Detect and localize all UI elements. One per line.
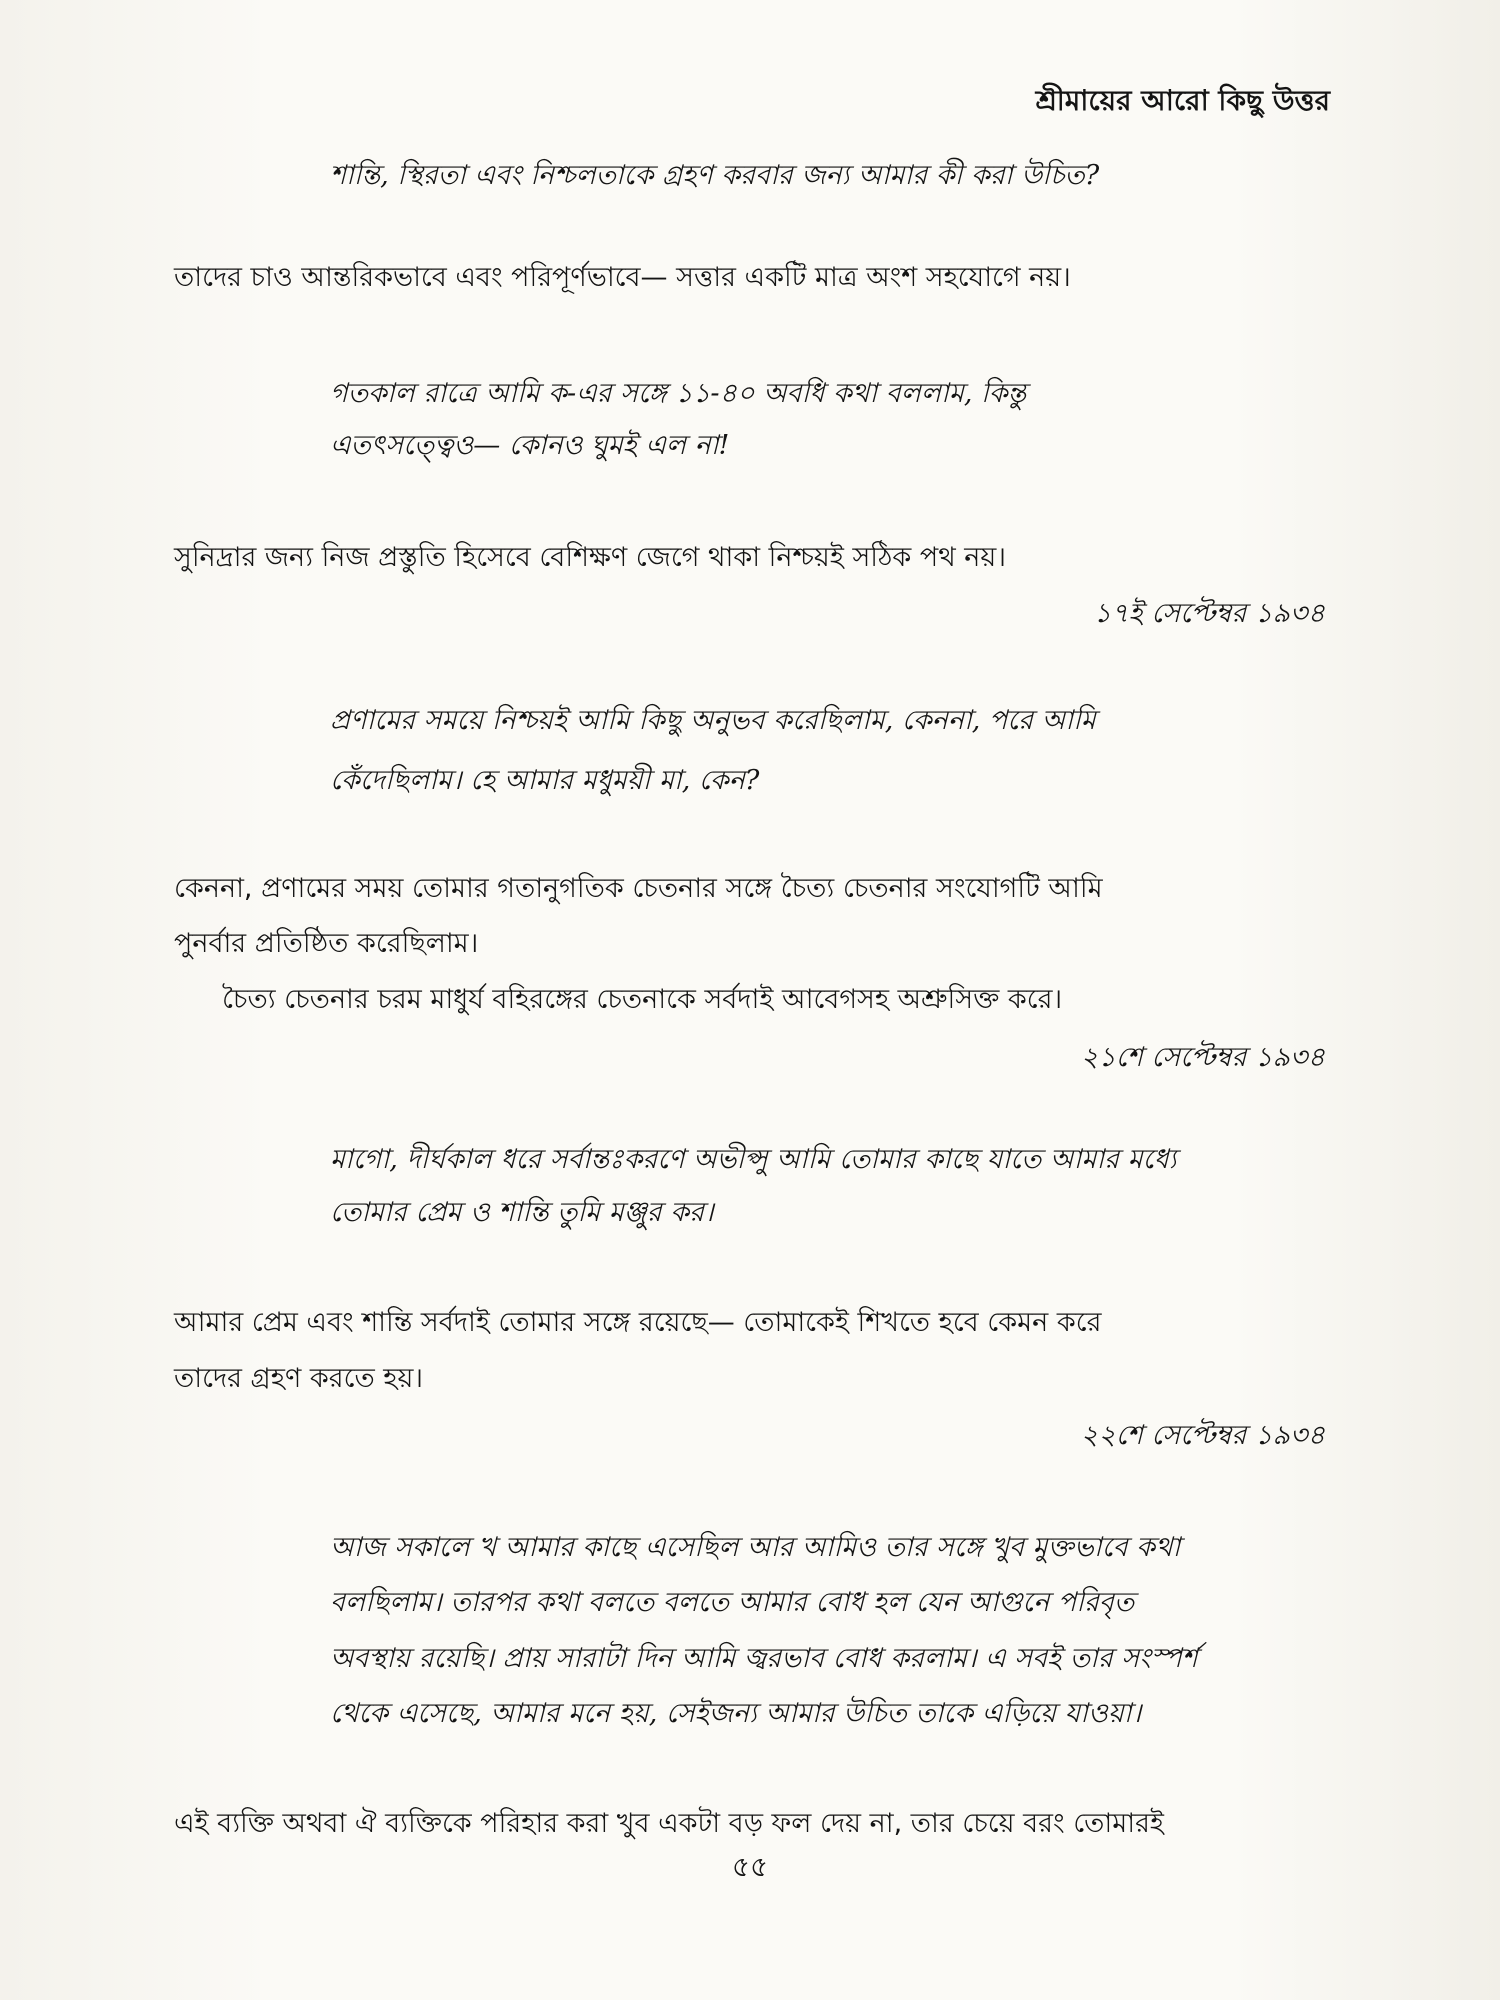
answer-text: আমার প্রেম এবং শান্তি সর্বদাই তোমার সঙ্গে রয়েছে— তোমাকেই শিখতে হবে কেমন করে bbox=[174, 1307, 1102, 1338]
question-text: তোমার প্রেম ও শান্তি তুমি মঞ্জুর কর। bbox=[330, 1197, 714, 1228]
date-entry: ১৭ই সেপ্টেম্বর ১৯৩৪ bbox=[1093, 598, 1325, 629]
page-header: শ্রীমায়ের আরো কিছু উত্তর bbox=[1035, 84, 1330, 117]
answer-text: এই ব্যক্তি অথবা ঐ ব্যক্তিকে পরিহার করা খুব একটা বড় ফল দেয় না, তার চেয়ে বরং তোমারই bbox=[174, 1808, 1164, 1839]
answer-text: সুনিদ্রার জন্য নিজ প্রস্তুতি হিসেবে বেশিক্ষণ জেগে থাকা নিশ্চয়ই সঠিক পথ নয়। bbox=[174, 542, 1006, 573]
question-text: এতৎসত্ত্বেও— কোনও ঘুমই এল না! bbox=[330, 430, 730, 461]
answer-text: পুনর্বার প্রতিষ্ঠিত করেছিলাম। bbox=[174, 928, 479, 959]
question-text: বলছিলাম। তারপর কথা বলতে বলতে আমার বোধ হল যেন আগুনে পরিবৃত bbox=[330, 1587, 1135, 1618]
question-text: আজ সকালে খ আমার কাছে এসেছিল আর আমিও তার সঙ্গে খুব মুক্তভাবে কথা bbox=[330, 1532, 1181, 1563]
question-text: কেঁদেছিলাম। হে আমার মধুময়ী মা, কেন? bbox=[330, 765, 760, 796]
answer-text: তাদের চাও আন্তরিকভাবে এবং পরিপূর্ণভাবে— সত্তার একটি মাত্র অংশ সহযোগে নয়। bbox=[174, 262, 1071, 293]
question-text: থেকে এসেছে, আমার মনে হয়, সেইজন্য আমার উচিত তাকে এড়িয়ে যাওয়া। bbox=[330, 1698, 1142, 1729]
answer-text: তাদের গ্রহণ করতে হয়। bbox=[174, 1363, 424, 1394]
question-text: মাগো, দীর্ঘকাল ধরে সর্বান্তঃকরণে অভীপ্সু আমি তোমার কাছে যাতে আমার মধ্যে bbox=[330, 1144, 1177, 1175]
answer-text: কেননা, প্রণামের সময় তোমার গতানুগতিক চেতনার সঙ্গে চৈত্য চেতনার সংযোগটি আমি bbox=[174, 873, 1103, 904]
date-entry: ২২শে সেপ্টেম্বর ১৯৩৪ bbox=[1080, 1420, 1325, 1451]
date-entry: ২১শে সেপ্টেম্বর ১৯৩৪ bbox=[1080, 1042, 1325, 1073]
question-text: গতকাল রাত্রে আমি ক-এর সঙ্গে ১১-৪০ অবধি কথা বললাম, কিন্তু bbox=[330, 378, 1027, 409]
question-text: শান্তি, স্থিরতা এবং নিশ্চলতাকে গ্রহণ করবার জন্য আমার কী করা উচিত? bbox=[330, 160, 1100, 191]
question-text: প্রণামের সময়ে নিশ্চয়ই আমি কিছু অনুভব করেছিলাম, কেননা, পরে আমি bbox=[330, 705, 1096, 736]
page-number: ৫৫ bbox=[731, 1850, 769, 1883]
answer-text: চৈত্য চেতনার চরম মাধুর্য বহিরঙ্গের চেতনাকে সর্বদাই আবেগসহ অশ্রুসিক্ত করে। bbox=[222, 984, 1063, 1015]
question-text: অবস্থায় রয়েছি। প্রায় সারাটা দিন আমি জ্বরভাব বোধ করলাম। এ সবই তার সংস্পর্শ bbox=[330, 1643, 1198, 1674]
